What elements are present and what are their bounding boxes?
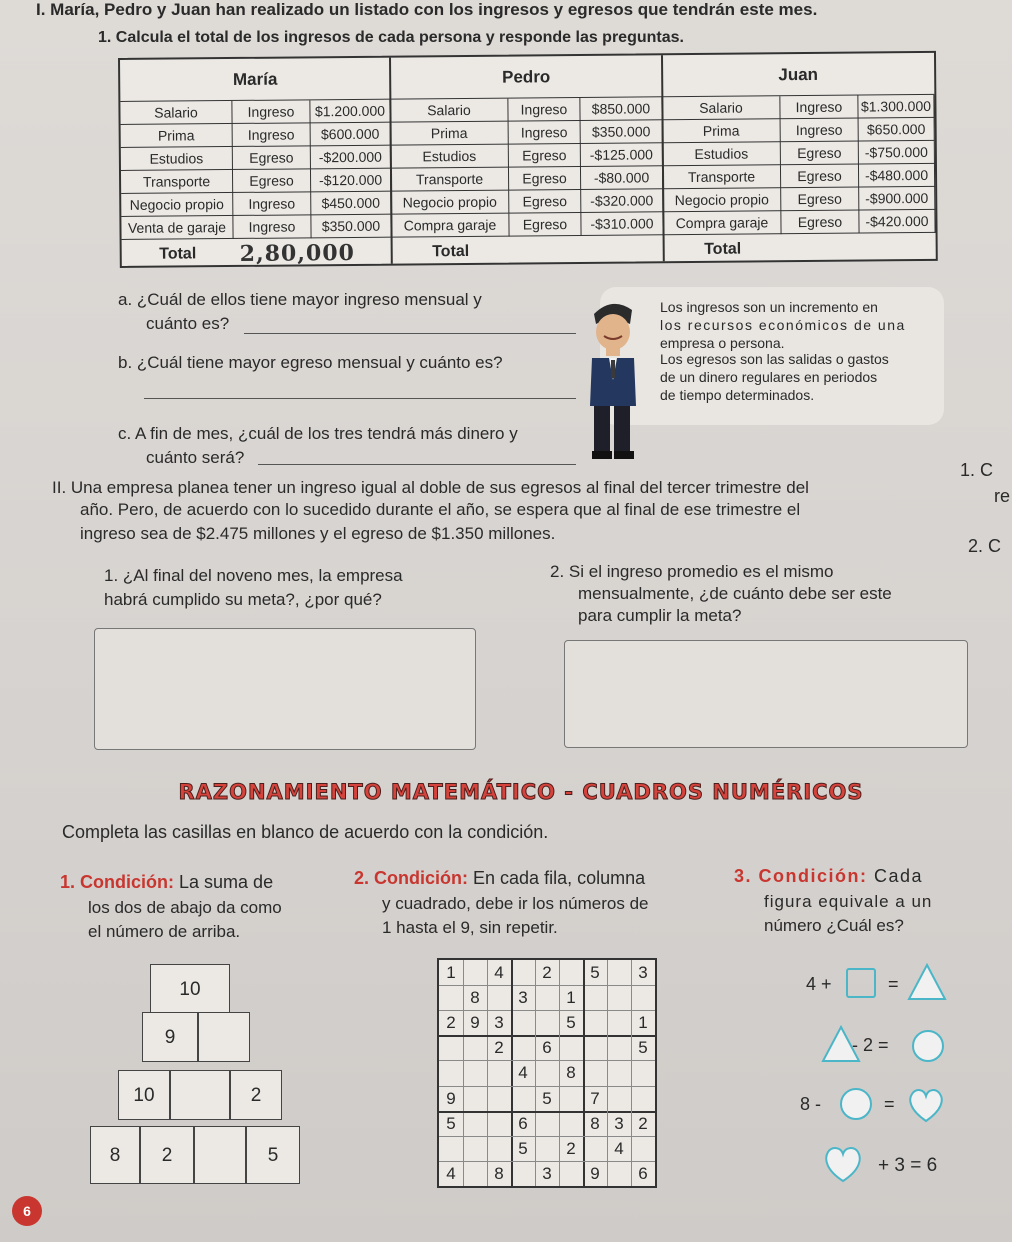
sudoku-blank-cell[interactable]	[607, 1161, 631, 1186]
sudoku-cell: 5	[542, 1088, 552, 1108]
sudoku-blank-cell[interactable]	[535, 1136, 559, 1161]
table-cell-concept: Negocio propio	[663, 188, 781, 212]
condition-3-text: número ¿Cuál es?	[764, 916, 904, 935]
table-cell-amount: -$310.000	[581, 212, 663, 236]
table-cell-concept: Transporte	[121, 170, 233, 194]
sudoku-blank-cell[interactable]	[559, 1161, 583, 1186]
table-cell-amount: $350.000	[581, 120, 663, 144]
table-row	[121, 123, 391, 148]
table-cell-concept: Estudios	[391, 145, 509, 169]
sudoku-blank-cell[interactable]	[487, 1111, 511, 1136]
sudoku-blank-cell[interactable]	[463, 1111, 487, 1136]
person-name: Pedro	[390, 55, 662, 99]
definition-line: empresa o persona.	[660, 335, 785, 351]
sudoku-cell: 3	[638, 963, 648, 982]
sudoku-cell: 2	[566, 1138, 576, 1158]
table-cell-type: Egreso	[781, 211, 859, 235]
sudoku-cell: 3	[614, 1113, 624, 1133]
table-cell-type: Ingreso	[233, 192, 311, 216]
heart-icon[interactable]	[906, 1086, 946, 1124]
sudoku-blank-cell[interactable]	[607, 1086, 631, 1111]
sudoku-cell: 8	[470, 988, 480, 1008]
sudoku-blank-cell[interactable]	[583, 985, 607, 1010]
page-number-badge: 6	[12, 1196, 42, 1226]
person-column	[662, 53, 936, 261]
table-cell-concept: Negocio propio	[121, 193, 233, 217]
definition-line: de tiempo determinados.	[660, 387, 815, 403]
definition-line: Los ingresos son un incremento en	[660, 299, 878, 315]
table-cell-type: Ingreso	[232, 100, 310, 124]
table-cell-amount: $450.000	[311, 192, 391, 216]
sudoku-cell: 5	[638, 1038, 648, 1058]
sudoku-cell: 4	[494, 963, 504, 982]
sudoku-blank-cell[interactable]	[487, 1086, 511, 1111]
table-cell-amount: -$750.000	[859, 141, 935, 165]
table-row	[390, 97, 662, 122]
table-row	[121, 169, 391, 194]
table-cell-type: Egreso	[781, 188, 859, 212]
figure-eq4-text: + 3 = 6	[878, 1155, 938, 1176]
sudoku-cell: 1	[566, 988, 576, 1008]
person-name: María	[120, 58, 390, 102]
sudoku-cell: 6	[638, 1163, 648, 1183]
answer-box-q2[interactable]	[564, 640, 968, 748]
table-cell-type: Egreso	[509, 213, 581, 237]
section-two-q2-line1: 2. Si el ingreso promedio es el mismo	[550, 562, 834, 581]
table-cell-concept: Prima	[121, 124, 233, 148]
person-name: Juan	[662, 53, 934, 97]
sudoku-cell: 6	[542, 1038, 552, 1058]
sudoku-blank-cell[interactable]	[607, 985, 631, 1010]
cut-off-text: 2. C	[968, 536, 1002, 556]
sudoku-blank-cell[interactable]	[535, 1010, 559, 1035]
table-row	[391, 212, 663, 237]
reasoning-banner: RAZONAMIENTO MATEMÁTICO - CUADROS NUMÉRICOS	[178, 780, 864, 804]
section-two-q2-line3: para cumplir la meta?	[578, 606, 742, 625]
condition-2-text: y cuadrado, debe ir los números de	[382, 894, 649, 913]
sudoku-cell: 5	[590, 963, 600, 982]
table-row	[121, 215, 391, 240]
table-row	[391, 166, 663, 191]
sudoku-blank-cell[interactable]	[463, 1161, 487, 1186]
sudoku-cell: 4	[518, 1063, 528, 1083]
table-row	[391, 143, 663, 168]
pyramid-blank-cell[interactable]	[194, 1126, 246, 1184]
sudoku-cell: 9	[446, 1088, 456, 1108]
section-one-task: 1. Calcula el total de los ingresos de cada persona y responde las preguntas.	[98, 29, 684, 46]
figure-eq3-lhs: 8 -	[800, 1094, 822, 1114]
question-a-line2: cuánto es?	[146, 314, 230, 333]
total-label: Total	[704, 240, 742, 258]
sudoku-cell: 1	[446, 963, 456, 982]
table-cell-concept: Prima	[391, 122, 509, 146]
sudoku-grid	[437, 958, 657, 1188]
definition-line: Los egresos son las salidas o gastos	[660, 351, 889, 367]
sudoku-cell: 5	[566, 1013, 576, 1033]
sudoku-blank-cell[interactable]	[607, 960, 631, 985]
table-row	[663, 141, 935, 166]
table-cell-concept: Estudios	[121, 147, 233, 171]
answer-box-q1[interactable]	[94, 628, 476, 750]
table-cell-type: Egreso	[233, 169, 311, 193]
table-cell-concept: Transporte	[663, 165, 781, 189]
section-two-q1-line1: 1. ¿Al final del noveno mes, la empresa	[104, 566, 403, 585]
sudoku-blank-cell[interactable]	[535, 985, 559, 1010]
figure-eq3-equals: =	[884, 1094, 895, 1114]
pyramid-cell: 9	[142, 1012, 198, 1062]
table-row	[121, 146, 391, 171]
table-cell-concept: Transporte	[391, 168, 509, 192]
table-cell-amount: -$900.000	[859, 187, 935, 211]
sudoku-blank-cell[interactable]	[631, 1060, 655, 1085]
pyramid-cell: 10	[150, 964, 230, 1014]
sudoku-blank-cell[interactable]	[559, 1086, 583, 1111]
sudoku-blank-cell[interactable]	[439, 1035, 463, 1060]
sudoku-blank-cell[interactable]	[631, 1086, 655, 1111]
figure-eq2-text: - 2 =	[852, 1035, 889, 1055]
sudoku-cell: 5	[446, 1113, 456, 1133]
cut-off-text: 1. C	[960, 460, 994, 480]
sudoku-blank-cell[interactable]	[463, 960, 487, 985]
total-label: Total	[432, 242, 470, 261]
table-cell-amount: $350.000	[311, 215, 391, 239]
circle-icon[interactable]	[838, 1086, 874, 1122]
section-two-line3: ingreso sea de $2.475 millones y el egreso de $1.350 millones.	[80, 524, 556, 543]
sudoku-cell: 2	[638, 1113, 648, 1133]
table-cell-type: Egreso	[509, 190, 581, 214]
sudoku-cell: 8	[590, 1113, 600, 1133]
total-row	[392, 235, 664, 267]
condition-1-text: el número de arriba.	[88, 922, 241, 941]
table-cell-type: Ingreso	[233, 123, 311, 147]
table-cell-amount: $1.300.000	[858, 95, 934, 119]
table-row	[663, 118, 935, 143]
cut-off-text: re	[994, 486, 1011, 506]
sudoku-blank-cell[interactable]	[487, 1060, 511, 1085]
total-label: Total	[159, 245, 197, 263]
table-cell-concept: Venta de garaje	[121, 216, 233, 240]
table-cell-type: Ingreso	[509, 121, 581, 145]
sudoku-cell: 8	[566, 1063, 576, 1083]
table-row	[120, 100, 390, 125]
table-row	[662, 95, 934, 120]
sudoku-cell: 4	[614, 1138, 624, 1158]
sudoku-blank-cell[interactable]	[439, 1060, 463, 1085]
table-cell-amount: $600.000	[311, 123, 391, 147]
table-row	[391, 189, 663, 214]
table-cell-type: Egreso	[781, 165, 859, 189]
table-cell-amount: -$420.000	[859, 210, 935, 234]
answer-line-b[interactable]	[144, 398, 576, 399]
sudoku-blank-cell[interactable]	[583, 1060, 607, 1085]
sudoku-blank-cell[interactable]	[439, 985, 463, 1010]
condition-1-text: La suma de	[179, 872, 274, 892]
pyramid-cell: 2	[140, 1126, 194, 1184]
table-cell-concept: Salario	[390, 99, 508, 123]
table-cell-concept: Estudios	[663, 142, 781, 166]
table-row	[663, 164, 935, 189]
question-b: b. ¿Cuál tiene mayor egreso mensual y cuánto es?	[118, 353, 503, 372]
table-cell-type: Ingreso	[781, 119, 859, 143]
circle-icon[interactable]	[910, 1028, 946, 1064]
section-two-q2-line2: mensualmente, ¿de cuánto debe ser este	[578, 584, 892, 603]
sudoku-cell: 2	[446, 1013, 456, 1033]
table-cell-concept: Compra garaje	[663, 211, 781, 235]
sudoku-blank-cell[interactable]	[583, 1136, 607, 1161]
pyramid-blank-cell[interactable]	[170, 1070, 230, 1120]
heart-icon[interactable]	[822, 1144, 864, 1184]
sudoku-blank-cell[interactable]	[511, 1035, 535, 1060]
question-c-line2: cuánto será?	[146, 448, 245, 467]
person-column	[390, 55, 664, 263]
total-row	[664, 233, 936, 265]
sudoku-cell: 8	[494, 1163, 504, 1183]
square-blank-icon[interactable]	[846, 968, 876, 998]
sudoku-blank-cell[interactable]	[583, 1035, 607, 1060]
sudoku-blank-cell[interactable]	[535, 1060, 559, 1085]
condition-2-text: En cada fila, columna	[473, 868, 646, 888]
table-cell-amount: -$125.000	[581, 143, 663, 167]
character-illustration-icon	[584, 296, 640, 466]
table-cell-amount: $850.000	[580, 97, 662, 121]
table-cell-amount: $650.000	[859, 118, 935, 142]
table-cell-amount: -$120.000	[311, 169, 391, 193]
sudoku-blank-cell[interactable]	[631, 985, 655, 1010]
sudoku-blank-cell[interactable]	[607, 1010, 631, 1035]
answer-line-a[interactable]	[244, 333, 576, 334]
sudoku-blank-cell[interactable]	[607, 1035, 631, 1060]
table-cell-concept: Compra garaje	[391, 214, 509, 238]
table-cell-concept: Prima	[663, 119, 781, 143]
sudoku-blank-cell[interactable]	[487, 985, 511, 1010]
sudoku-blank-cell[interactable]	[463, 1060, 487, 1085]
table-cell-type: Egreso	[509, 144, 581, 168]
total-value[interactable]: 2,80,000	[239, 239, 355, 267]
section-two-q1-line2: habrá cumplido su meta?, ¿por qué?	[104, 590, 382, 609]
table-cell-concept: Negocio propio	[391, 191, 509, 215]
sudoku-blank-cell[interactable]	[487, 1136, 511, 1161]
sudoku-blank-cell[interactable]	[559, 1035, 583, 1060]
sudoku-blank-cell[interactable]	[511, 1010, 535, 1035]
section-one-heading: I. María, Pedro y Juan han realizado un listado con los ingresos y egresos que tendrán este mes.	[36, 0, 818, 19]
sudoku-cell: 2	[494, 1038, 504, 1058]
condition-3-title: 3. Condición:	[734, 866, 868, 886]
pyramid-cell: 10	[118, 1070, 170, 1120]
sudoku-cell: 4	[446, 1163, 456, 1183]
sudoku-cell: 2	[542, 963, 552, 982]
sudoku-blank-cell[interactable]	[559, 1111, 583, 1136]
table-row	[121, 192, 391, 217]
sudoku-blank-cell[interactable]	[583, 1010, 607, 1035]
table-cell-amount: -$320.000	[581, 189, 663, 213]
sudoku-cell: 7	[590, 1088, 600, 1108]
sudoku-blank-cell[interactable]	[631, 1136, 655, 1161]
condition-3-text: figura equivale a un	[764, 892, 933, 911]
condition-2-title: 2. Condición:	[354, 868, 468, 888]
answer-line-c[interactable]	[258, 464, 576, 465]
sudoku-blank-cell[interactable]	[463, 1035, 487, 1060]
sudoku-blank-cell[interactable]	[511, 960, 535, 985]
sudoku-cell: 3	[542, 1163, 552, 1183]
person-column	[120, 58, 392, 266]
table-cell-amount: -$200.000	[311, 146, 391, 170]
table-cell-type: Ingreso	[508, 98, 580, 122]
sudoku-blank-cell[interactable]	[535, 1111, 559, 1136]
section-two-line2: año. Pero, de acuerdo con lo sucedido durante el año, se espera que al final de ese trimestre el	[80, 500, 801, 519]
pyramid-cell: 8	[90, 1126, 140, 1184]
table-cell-concept: Salario	[120, 101, 232, 125]
condition-1-text: los dos de abajo da como	[88, 898, 282, 917]
sudoku-cell: 3	[518, 988, 528, 1008]
table-row	[391, 120, 663, 145]
table-cell-type: Ingreso	[780, 96, 858, 120]
reasoning-instruction: Completa las casillas en blanco de acuerdo con la condición.	[62, 822, 549, 842]
sudoku-blank-cell[interactable]	[439, 1136, 463, 1161]
pyramid-cell: 5	[246, 1126, 300, 1184]
section-two-line1: II. Una empresa planea tener un ingreso igual al doble de sus egresos al final del tercer trimestre del	[52, 478, 809, 497]
table-row	[663, 210, 935, 235]
triangle-icon[interactable]	[906, 962, 948, 1002]
total-row	[122, 238, 392, 270]
sudoku-cell: 1	[638, 1013, 648, 1033]
sudoku-blank-cell[interactable]	[511, 1086, 535, 1111]
sudoku-cell: 3	[494, 1013, 504, 1033]
pyramid-blank-cell[interactable]	[198, 1012, 250, 1062]
sudoku-cell: 9	[590, 1163, 600, 1183]
figure-eq1-equals: =	[888, 974, 899, 994]
figure-eq1-lhs: 4 +	[806, 974, 832, 994]
question-a-line1: a. ¿Cuál de ellos tiene mayor ingreso mensual y	[118, 290, 482, 309]
table-cell-amount: -$480.000	[859, 164, 935, 188]
condition-1-title: 1. Condición:	[60, 872, 174, 892]
condition-3-text: Cada	[874, 866, 924, 886]
sudoku-blank-cell[interactable]	[463, 1136, 487, 1161]
sudoku-blank-cell[interactable]	[559, 960, 583, 985]
sudoku-blank-cell[interactable]	[463, 1086, 487, 1111]
question-c-line1: c. A fin de mes, ¿cuál de los tres tendrá más dinero y	[118, 424, 518, 443]
sudoku-cell: 6	[518, 1113, 528, 1133]
table-cell-type: Egreso	[233, 146, 311, 170]
sudoku-blank-cell[interactable]	[607, 1060, 631, 1085]
table-cell-type: Egreso	[509, 167, 581, 191]
table-cell-concept: Salario	[662, 96, 780, 120]
pyramid-cell: 2	[230, 1070, 282, 1120]
sudoku-cell: 9	[470, 1013, 480, 1033]
definition-line: los recursos económicos de una	[660, 317, 906, 333]
condition-2-text: 1 hasta el 9, sin repetir.	[382, 918, 558, 937]
definition-line: de un dinero regulares en periodos	[660, 369, 878, 385]
table-cell-type: Ingreso	[233, 215, 311, 239]
table-cell-type: Egreso	[781, 142, 859, 166]
table-cell-amount: -$80.000	[581, 166, 663, 190]
table-row	[663, 187, 935, 212]
sudoku-blank-cell[interactable]	[511, 1161, 535, 1186]
table-cell-amount: $1.200.000	[310, 100, 390, 124]
income-table	[118, 51, 938, 268]
sudoku-cell: 5	[518, 1138, 528, 1158]
